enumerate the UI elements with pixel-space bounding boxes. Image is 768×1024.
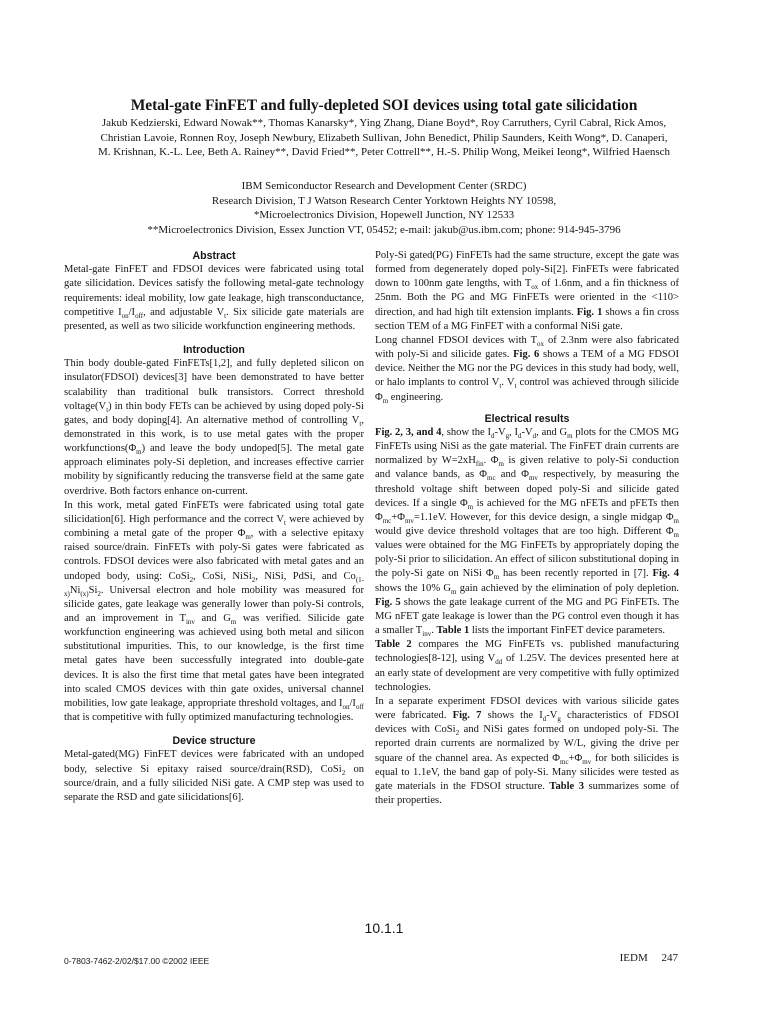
section-number: 10.1.1 bbox=[364, 920, 404, 936]
electrical-results-text: Fig. 2, 3, and 4, show the $I_d-V_g$, $I_d-V_d$, and $G_m$ plots for the CMOS MG FinFETs using NiSi as the gate material. The FinFET drain currents are normalized by $W=2xH_{fin}$. $\Phi_m$ is given relative to poly-Si conduction and valance bands, as $\Phi_{mc}$ and $\Phi_{mv}$ respectively, by measuring the threshold voltage shift between doped poly-Si and silicide gated devices. If a single $\Phi_m$ is achieved for the MG nFETs and pFETs then $\Phi_{mc}+\Phi_{mv}=1.1eV$. However, for this device design, a single midgap $\Phi_m$ would give device threshold voltages that are too high. Different $\Phi_m$ values were obtained for the MG FinFETs by appropriately doping the poly-Si prior to silicidation. An effect of silicon substitutional doping in the poly-Si gate on NiSi $\Phi_m$ has been recently reported in [7]. Fig. 4 shows the 10% $G_m$ gain achieved by the elimination of poly depletion. Fig. 5 shows the gate leakage current of the MG and PG FinFETs. The MG nFET gate leakage is lower than the PG control even though it has a smaller $T_{inv}$. Table 1 lists the important FinFET device parameters. bbox=[375, 426, 680, 639]
figure-reference: Fig. 1 bbox=[576, 306, 603, 318]
figure-reference: Fig. 6 bbox=[513, 349, 540, 361]
abstract-heading: Abstract bbox=[192, 250, 236, 262]
author-line: M. Krishnan, K.-L. Lee, Beth A. Rainey**, David Fried**, Peter Cottrell**, H.-S. Philip Wong, Meikei Ieong*, Wilfried Haensch bbox=[97, 146, 670, 159]
abstract-text: Metal-gate FinFET and FDSOI devices were fabricated using total gate silicidation. Devices satisfy the following metal-gate technology requirements: ideal mobility, low gate leakage, high transconductance, competitive $I_{on}/I_{off}$, and adjustable $V_t$. Six silicide gate materials are presented, as well as two silicide workfunction engineering methods. bbox=[64, 264, 364, 332]
device-structure-text: Metal-gated(MG) FinFET devices were fabricated with an undoped body, selective Si epitaxy raised source/drain(RSD), CoSi$_2$ on source/drain, and a fully silicided NiSi gate. A CMP step was used to separate the RSD and gate silicidations[6]. bbox=[64, 749, 364, 803]
affiliation-line: *Microelectronics Division, Hopewell Junction, NY 12533 bbox=[253, 209, 515, 222]
copyright-footer: 0-7803-7462-2/02/$17.00 ©2002 IEEE bbox=[64, 956, 210, 966]
figure-reference: Fig. 2, 3, and 4 bbox=[375, 426, 442, 438]
author-line: Jakub Kedzierski, Edward Nowak**, Thomas Kanarsky*, Ying Zhang, Diane Boyd*, Roy Carruthers, Cyril Cabral, Rick Amos, bbox=[101, 117, 667, 129]
figure-reference: Table 1 bbox=[436, 625, 470, 637]
figure-reference: Table 2 bbox=[375, 639, 412, 651]
introduction-text: In this work, metal gated FinFETs were fabricated using total gate silicidation[6]. High performance and the correct $V_t$ were achieved by combining a metal gate of the proper $\Phi_m$, with a selective epitaxy raised source/drain. FinFETs with poly-Si gates were fabricated as controls. FDSOI devices were also fabricated with metal gates and an undoped body, using: CoSi$_2$, CoSi, NiSi$_2$, NiSi, PdSi, and $Co_{(1-x)}Ni_{(x)}Si_2$. Universal electron and hole mobility was measured for silicide gates, gate leakage was generally lower than poly-Si controls, and an improvement in $T_{inv}$ and $G_m$ was verified. Silicide gate workfunction engineering was achieved using both metal and silicon substitutional impurities. This, to our knowledge, is the first time metal gates have been successfully integrated into double-gate devices. It is also the first time that metal gates have been integrated into scaled CMOS devices with thin gate oxides, universal channel mobilities, low gate leakage, appropriate threshold voltages, and $I_{on}/I_{off}$ that is competitive with fully optimized manufacturing technologies. bbox=[64, 499, 365, 724]
left-column bbox=[64, 249, 364, 805]
device-structure-heading: Device structure bbox=[172, 735, 256, 748]
affiliation-line: IBM Semiconductor Research and Development Center (SRDC) bbox=[241, 180, 527, 192]
figure-reference: Fig. 4 bbox=[652, 568, 679, 580]
affiliation-line: **Microelectronics Division, Essex Junction VT, 05452; e-mail: jakub@us.ibm.com; phone: 914-945-3796 bbox=[147, 223, 621, 236]
electrical-results-heading: Electrical results bbox=[484, 412, 570, 425]
right-column bbox=[375, 249, 679, 808]
introduction-text: Thin body double-gated FinFETs[1,2], and fully depleted silicon on insulator(FDSOI) devices[3] have been demonstrated to have better scalability than traditional bulk transistors. Correct threshold $voltage(V_t)$ in thin body FETs can be achieved by using doped poly-Si gates, and body doping[4]. An alternative method of controlling $V_t$, demonstrated in this work, is to use metal gates with the proper $workfunctions(\Phi_m)$ and leave the body undoped[5]. The metal gate approach eliminates poly-Si depletion, and increases effective carrier mobility by significantly reducing the transverse field at the same gate overdrive. Both factors enhance on-current. bbox=[64, 358, 364, 497]
affiliation-line: Research Division, T J Watson Research Center Yorktown Heights NY 10598, bbox=[211, 194, 557, 207]
device-structure-text: Poly-Si gated(PG) FinFETs had the same structure, except the gate was formed from degenerately doped poly-Si[2]. FinFETs were fabricated down to 100nm gate lengths, with $T_{ox}$ of 1.6nm, and a fin thickness of 25nm. Both the PG and MG FinFETs were oriented in the <110> direction, and had high tilt extension implants. Fig. 1 shows a fin cross section TEM of a MG FinFET with a conformal NiSi gate. bbox=[375, 250, 680, 332]
affiliation-block bbox=[40, 179, 728, 237]
page-footer: IEDM 247 bbox=[619, 952, 678, 964]
figure-reference: Fig. 7 bbox=[452, 710, 482, 722]
electrical-results-text: In a separate experiment FDSOI devices with various silicide gates were fabricated. Fig. 7 shows the $I_d-V_g$ characteristics of FDSOI devices with CoSi$_2$ and NiSi gates formed on undoped poly-Si. The reported drain currents are normalized by W/L, giving the drive per square of the channel area. As expected $\Phi_{mc}+\Phi_{mv}$ for both silicides is equal to 1.1eV, the band gap of poly-Si. Many silicides were tested as gate materials in the FDSOI structure. Table 3 summarizes some of their properties. bbox=[375, 695, 679, 806]
figure-reference: Fig. 5 bbox=[375, 596, 401, 608]
author-line: Christian Lavoie, Ronnen Roy, Joseph Newbury, Elizabeth Sullivan, John Benedict, Philip Saunders, Keith Wong*, D. Canaperi, bbox=[100, 131, 668, 144]
device-structure-text: Long channel FDSOI devices with $T_{ox}$ of 2.3nm were also fabricated with poly-Si and silicide gates. Fig. 6 shows a TEM of a MG FDSOI device. Neither the MG nor the PG devices in this study had body, well, or halo implants to control $V_t$. $V_t$ control was achieved through silicide $\Phi_m$ engineering. bbox=[375, 334, 679, 405]
introduction-heading: Introduction bbox=[183, 343, 245, 356]
electrical-results-text: Table 2 compares the MG FinFETs vs. published manufacturing technologies[8-12], using $V_{dd}$ of 1.25V. The devices presented here at an early state of development are very competitive with fully optimized technologies. bbox=[375, 639, 679, 693]
figure-reference: Table 3 bbox=[549, 780, 585, 792]
author-list bbox=[40, 116, 728, 160]
paper-title: Metal-gate FinFET and fully-depleted SOI devices using total gate silicidation bbox=[130, 97, 638, 114]
